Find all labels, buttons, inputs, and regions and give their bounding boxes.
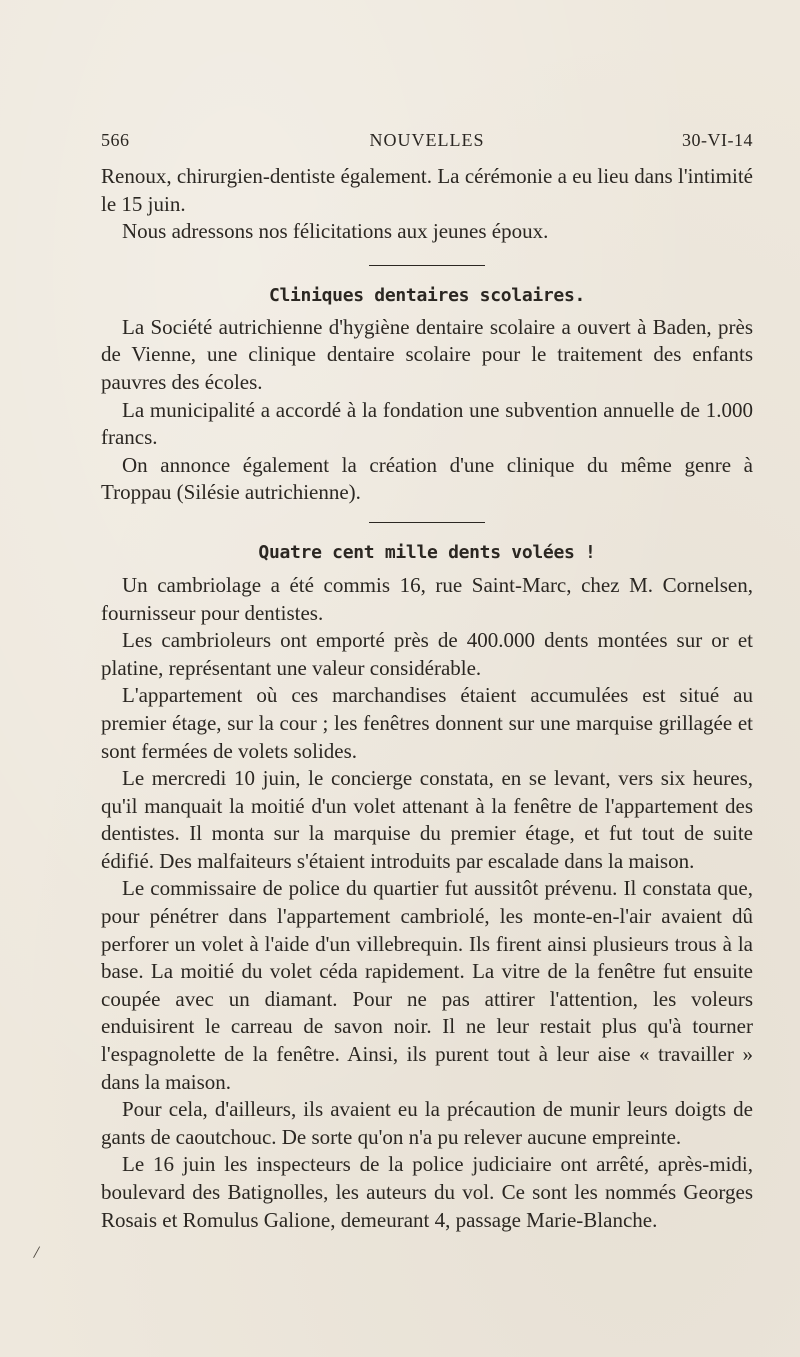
article-body	[101, 163, 753, 1234]
page-number: 566	[101, 130, 130, 150]
paragraph: Les cambrioleurs ont emporté près de 400.000 dents montées sur or et platine, représentant une valeur considérable.	[101, 628, 753, 680]
section-title-cliniques: Cliniques dentaires scolaires.	[268, 284, 586, 306]
paragraph: Le commissaire de police du quartier fut aussitôt prévenu. Il constata que, pour pénétrer dans l'appartement cambriolé, les monte-en-l'air avaient dû perforer un volet à l'aide d'un villebrequin. Ils firent ainsi plusieurs trous à la base. La moitié du volet céda rapidement. La vitre de la fenêtre fut ensuite coupée avec un diamant. Pour ne pas attirer l'attention, les voleurs enduisirent le carreau de savon noir. Il ne leur restait plus qu'à tourner l'espagnolette de la fenêtre. Ainsi, ils purent tout à leur aise « travailler » dans la maison.	[101, 876, 753, 1094]
paragraph: Un cambriolage a été commis 16, rue Saint-Marc, chez M. Cornelsen, fournisseur pour dentistes.	[101, 572, 753, 625]
section-divider	[369, 522, 485, 523]
paragraph: Le 16 juin les inspecteurs de la police judiciaire ont arrêté, après-midi, boulevard des Batignolles, les auteurs du vol. Ce sont les nommés Georges Rosais et Romulus Galione, demeurant 4, passage Marie-Blanche.	[101, 1152, 753, 1232]
running-header	[101, 130, 753, 152]
issue-date: 30-VI-14	[682, 130, 753, 150]
paragraph: L'appartement où ces marchandises étaient accumulées est situé au premier étage, sur la cour ; les fenêtres donnent sur une marquise grillagée et sont fermées de volets solides.	[101, 683, 753, 763]
paragraph: On annonce également la création d'une clinique du même genre à Troppau (Silésie autrichienne).	[101, 452, 753, 505]
intro-paragraph: Nous adressons nos félicitations aux jeunes époux.	[122, 219, 549, 244]
paragraph: La Société autrichienne d'hygiène dentaire scolaire a ouvert à Baden, près de Vienne, une clinique dentaire scolaire pour le traitement des enfants pauvres des écoles.	[101, 314, 753, 394]
section-divider	[369, 265, 485, 266]
section-title-dents-volees: Quatre cent mille dents volées !	[258, 541, 596, 563]
paragraph: La municipalité a accordé à la fondation une subvention annuelle de 1.000 francs.	[101, 397, 753, 450]
paragraph: Pour cela, d'ailleurs, ils avaient eu la précaution de munir leurs doigts de gants de caoutchouc. De sorte qu'on n'a pu relever aucune empreinte.	[101, 1097, 753, 1149]
margin-mark: /	[32, 1241, 41, 1263]
intro-paragraph-continued: Renoux, chirurgien-dentiste également. La cérémonie a eu lieu dans l'intimité le 15 juin.	[101, 164, 753, 216]
paragraph: Le mercredi 10 juin, le concierge constata, en se levant, vers six heures, qu'il manquait la moitié d'un volet attenant à la fenêtre de l'appartement des dentistes. Il monta sur la marquise du premier étage, et fut tout de suite édifié. Des malfaiteurs s'étaient introduits par escalade dans la maison.	[101, 766, 753, 873]
running-title: NOUVELLES	[369, 130, 485, 150]
